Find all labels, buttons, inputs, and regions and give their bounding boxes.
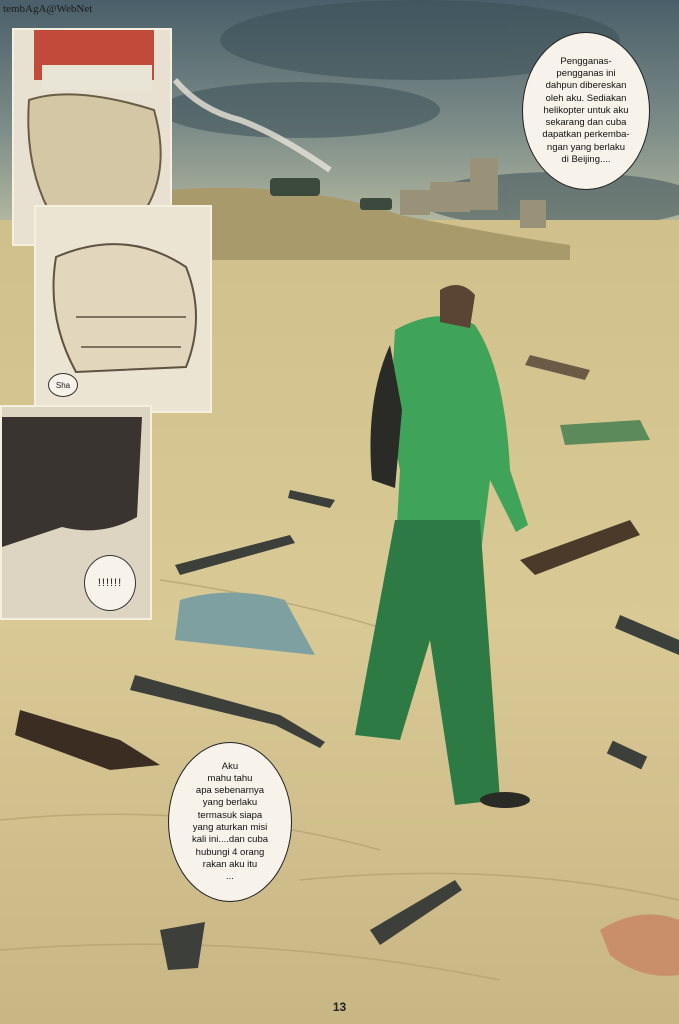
speech-text-top: Pengganas- pengganas ini dahpun dibereskan oleh aku. Sediakan helikopter untuk aku sekarang dan cuba dapatkan perkemba- ngan yang berlaku di Beijing....	[542, 55, 630, 166]
sfx-silence-text: !!!!!!	[97, 577, 123, 589]
page-number: 13	[332, 1000, 347, 1014]
inset-panel-dark-silhouette	[0, 405, 152, 620]
sfx-silence-bubble	[84, 555, 136, 611]
inset-panel-clenched-fist	[34, 205, 212, 413]
sfx-squeeze-bubble	[48, 373, 78, 397]
scan-watermark: tembAgA@WebNet	[3, 3, 93, 15]
speech-bubble-bottom	[168, 742, 292, 902]
speech-bubble-top	[522, 32, 650, 190]
sfx-squeeze-text: Sha	[55, 380, 71, 390]
speech-text-bottom: Aku mahu tahu apa sebenarnya yang berlaku termasuk siapa yang aturkan misi kali ini....dan cuba hubungi 4 orang rakan aku itu ...	[191, 760, 269, 883]
